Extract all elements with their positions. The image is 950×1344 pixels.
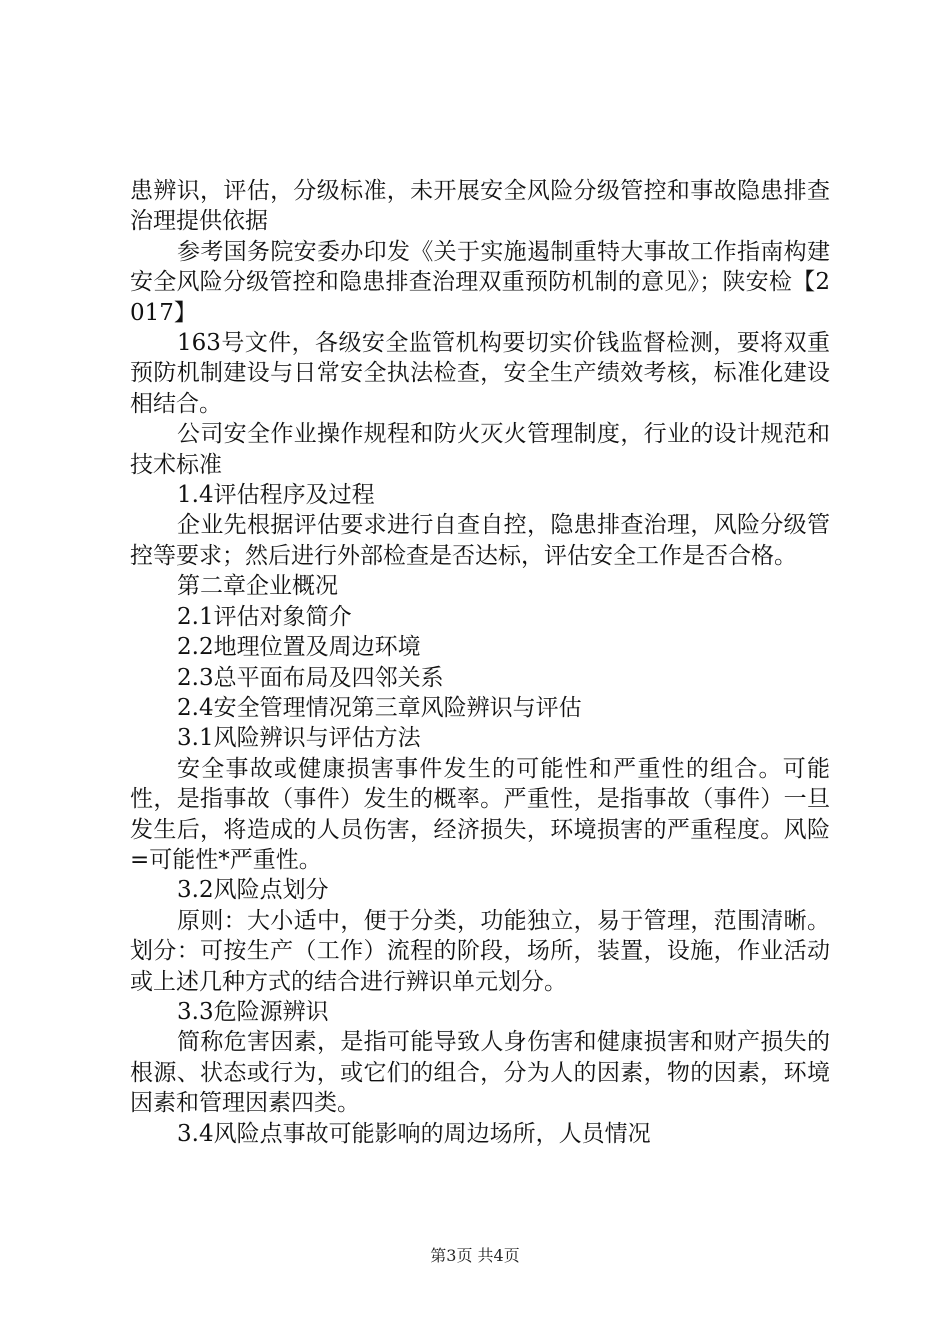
paragraph-5: 企业先根据评估要求进行自查自控，隐患排查治理，风险分级管控等要求；然后进行外部检查是否达标，评估安全工作是否合格。	[130, 512, 830, 569]
section-heading-3-2: 3.2风险点划分	[177, 877, 329, 904]
paragraph-2: 参考国务院安委办印发《关于实施遏制重特大事故工作指南构建安全风险分级管控和隐患排查治理双重预防机制的意见》；陕安检【2017】	[130, 238, 830, 326]
document-body	[130, 176, 830, 1149]
paragraph-6: 安全事故或健康损害事件发生的可能性和严重性的组合。可能性，是指事故（事件）发生的概率。严重性，是指事故（事件）一旦发生后，将造成的人员伤害，经济损失，环境损害的严重程度。风险=可能性*严重性。	[130, 755, 830, 873]
section-heading-3-3: 3.3危险源辨识	[177, 998, 329, 1025]
chapter-heading-2: 第二章企业概况	[177, 573, 338, 600]
section-heading-2-4: 2.4安全管理情况第三章风险辨识与评估	[177, 694, 582, 721]
page-footer	[0, 1246, 950, 1266]
section-heading-3-1: 3.1风险辨识与评估方法	[177, 725, 421, 752]
section-heading-2-3: 2.3总平面布局及四邻关系	[177, 664, 444, 691]
section-heading-3-4: 3.4风险点事故可能影响的周边场所，人员情况	[177, 1120, 651, 1147]
paragraph-7: 原则：大小适中，便于分类，功能独立，易于管理，范围清晰。划分：可按生产（工作）流程的阶段，场所，装置，设施，作业活动或上述几种方式的结合进行辨识单元划分。	[130, 907, 830, 995]
paragraph-4: 公司安全作业操作规程和防火灭火管理制度，行业的设计规范和技术标准	[130, 421, 830, 478]
section-heading-2-2: 2.2地理位置及周边环境	[177, 634, 421, 661]
paragraph-1: 患辨识，评估，分级标准，未开展安全风险分级管控和事故隐患排查治理提供依据	[130, 178, 830, 235]
section-heading-2-1: 2.1评估对象简介	[177, 603, 352, 630]
page-number-label: 第3页 共4页	[430, 1246, 520, 1265]
paragraph-8: 简称危害因素，是指可能导致人身伤害和健康损害和财产损失的根源、状态或行为，或它们的组合，分为人的因素，物的因素，环境因素和管理因素四类。	[130, 1029, 830, 1117]
section-heading-1-4: 1.4评估程序及过程	[177, 482, 375, 509]
paragraph-3: 163号文件，各级安全监管机构要切实价钱监督检测，要将双重预防机制建设与日常安全执法检查，安全生产绩效考核，标准化建设相结合。	[130, 330, 830, 417]
